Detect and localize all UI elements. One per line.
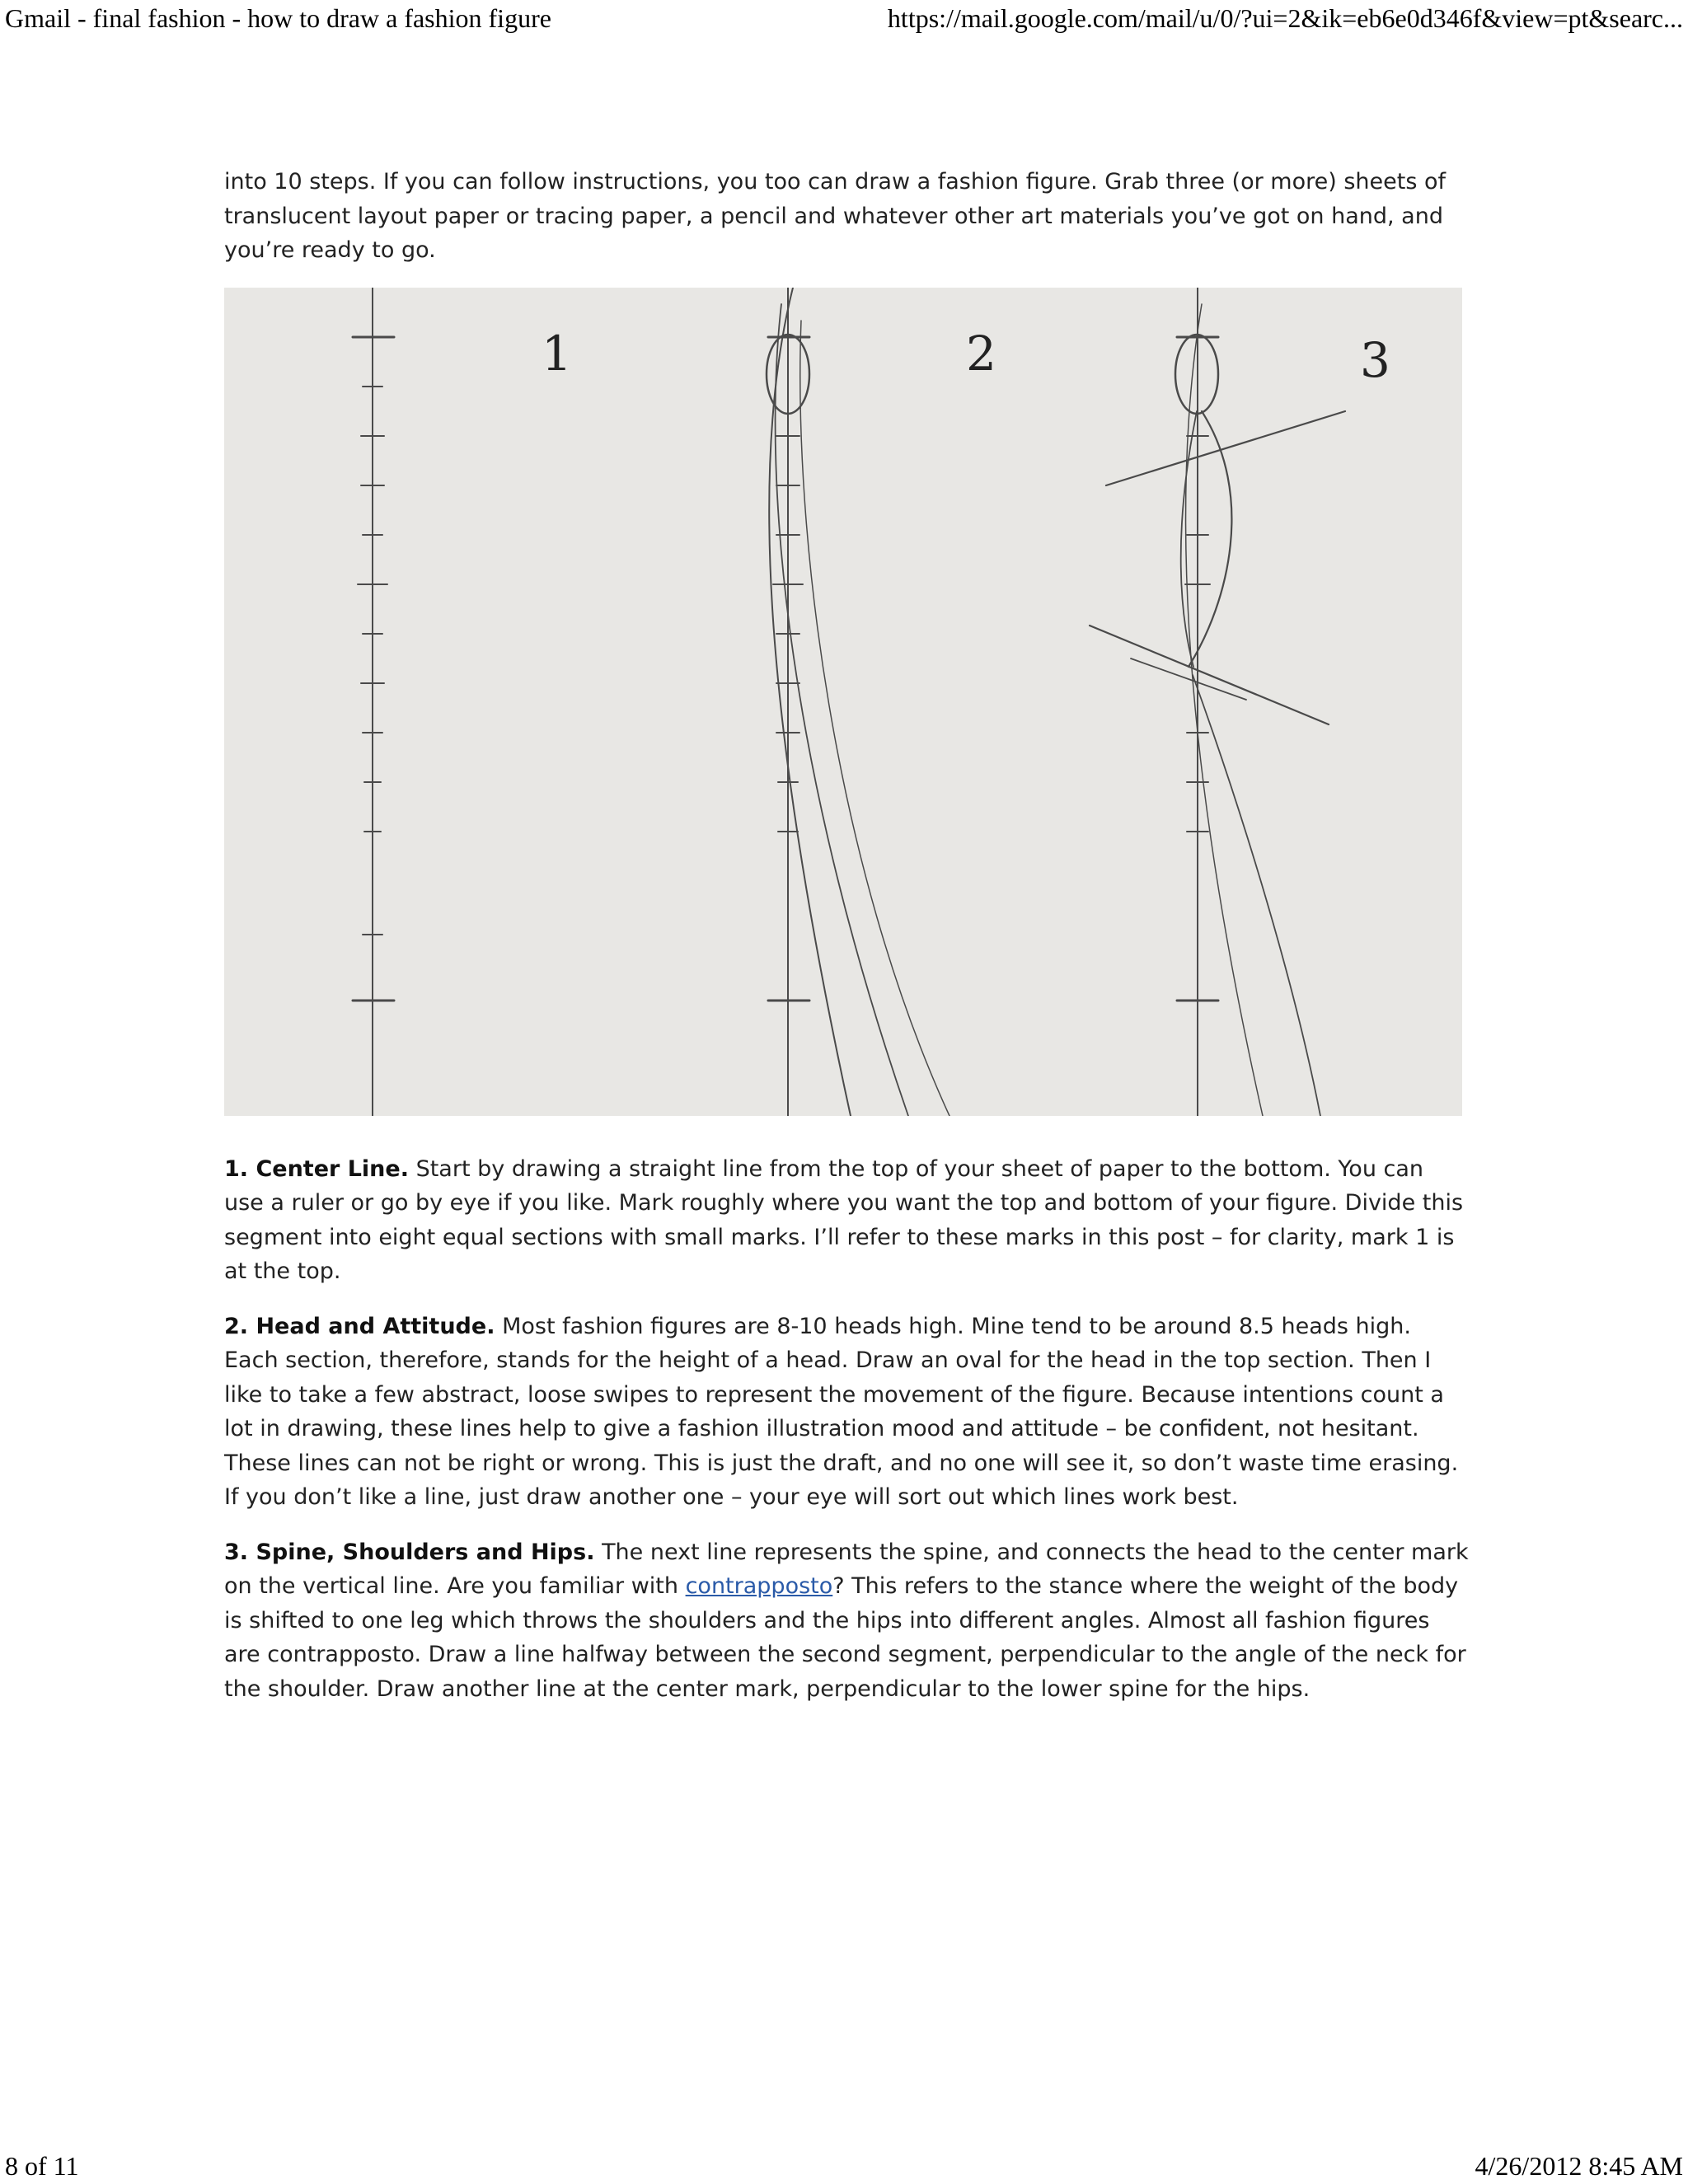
contrapposto-link[interactable]: contrapposto <box>685 1573 833 1599</box>
page-url: https://mail.google.com/mail/u/0/?ui=2&ik=eb6e0d346f&view=pt&searc... <box>887 3 1683 33</box>
step-3-text-after: ? This refers to the stance where the weight of the body is shifted to one leg which throws the shoulders and the hips into different angles. Almost all fashion figures are contrapposto. Draw a line halfway between the second segment, perpendicular to the angle of the neck for the shoulder. Draw another line at the center mark, perpendicular to the lower spine for the hips. <box>224 1573 1466 1702</box>
step-1 <box>224 1152 1469 1289</box>
panel-label-3: 3 <box>1360 331 1390 388</box>
email-body <box>224 165 1469 1727</box>
panel-label-2: 2 <box>966 325 996 382</box>
print-header <box>0 2 1688 35</box>
step-1-text: Start by drawing a straight line from the top of your sheet of paper to the bottom. You can use a ruler or go by eye if you like. Mark roughly where you want the top and bottom of your figure. Divide this segment into eight equal sections with small marks. I’ll refer to these marks in this post – for clarity, mark 1 is at the top. <box>224 1155 1464 1284</box>
step-3 <box>224 1535 1469 1707</box>
step-3-text-before: The next line represents the spine, and connects the head to the center mark on the vertical line. Are you familiar with <box>224 1539 1469 1599</box>
intro-paragraph: into 10 steps. If you can follow instructions, you too can draw a fashion figure. Grab three (or more) sheets of translucent layout paper or tracing paper, a pencil and whatever other art materials you’ve got on hand, and you’re ready to go. <box>224 169 1446 263</box>
print-footer <box>0 2149 1688 2182</box>
step-3-heading: 3. Spine, Shoulders and Hips. <box>224 1539 595 1565</box>
step-2-text: Most fashion figures are 8-10 heads high. Mine tend to be around 8.5 heads high. Each section, therefore, stands for the height of a head. Draw an oval for the head in the top section. Then I like to take a few abstract, loose swipes to represent the movement of the figure. Because intentions count a lot in drawing, these lines help to give a fashion illustration mood and attitude – be confident, not hesitant. These lines can not be right or wrong. This is just the draft, and no one will see it, so don’t waste time erasing. If you don’t like a line, just draw another one – your eye will sort out which lines work best. <box>224 1313 1459 1510</box>
step-2-heading: 2. Head and Attitude. <box>224 1313 495 1339</box>
fashion-figure-illustration <box>224 288 1462 1116</box>
paper-background <box>224 288 1462 1116</box>
step-1-heading: 1. Center Line. <box>224 1155 409 1182</box>
page-title: Gmail - final fashion - how to draw a fashion figure <box>5 3 551 33</box>
panel-label-1: 1 <box>542 325 572 382</box>
print-timestamp: 4/26/2012 8:45 AM <box>1475 2151 1683 2181</box>
page-number: 8 of 11 <box>5 2151 79 2181</box>
step-2 <box>224 1310 1469 1515</box>
